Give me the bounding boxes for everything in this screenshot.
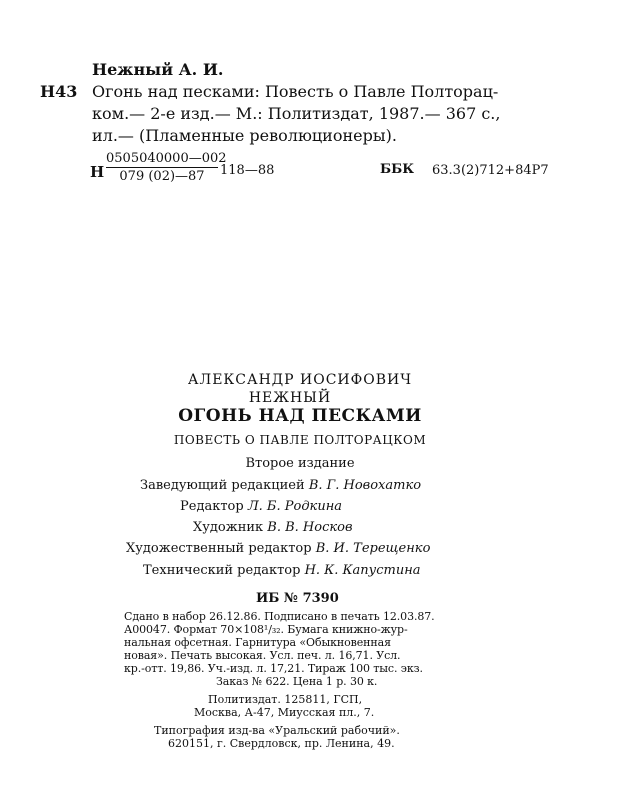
- imprint-edition: Второе издание: [245, 456, 355, 471]
- catalog-code: Н43: [40, 82, 78, 101]
- credit-role: Редактор: [180, 499, 244, 514]
- classification-fraction: [106, 151, 227, 184]
- fraction-bar: [106, 167, 218, 168]
- fraction-suffix: 118—88: [220, 163, 275, 178]
- bbk-label: ББК: [380, 162, 415, 177]
- fraction-denominator: 079 (02)—87: [119, 169, 205, 184]
- credit-line: [143, 563, 421, 578]
- credit-role: Художественный редактор: [126, 541, 312, 556]
- publisher-line: Политиздат. 125811, ГСП,: [208, 693, 363, 706]
- credit-name: В. Г. Новохатко: [308, 478, 422, 493]
- catalog-author: Нежный А. И.: [92, 60, 224, 79]
- credit-role: Художник: [193, 520, 264, 535]
- credit-role: Заведующий редакцией: [140, 478, 305, 493]
- credit-line: [140, 478, 421, 493]
- colophon-line: нальная офсетная. Гарнитура «Обыкновенная: [124, 636, 391, 649]
- credit-role: Технический редактор: [143, 563, 301, 578]
- catalog-line: ил.— (Пламенные революционеры).: [92, 126, 397, 145]
- colophon-line: Заказ № 622. Цена 1 р. 30 к.: [216, 675, 378, 688]
- colophon-line: Сдано в набор 26.12.86. Подписано в печать 12.03.87.: [124, 610, 435, 623]
- catalog-line: ком.— 2-е изд.— М.: Политиздат, 1987.— 367 с.,: [92, 104, 501, 123]
- publisher-address: Москва, А-47, Миусская пл., 7.: [194, 706, 375, 719]
- ib-number: ИБ № 7390: [256, 591, 339, 606]
- imprint-subtitle: ПОВЕСТЬ О ПАВЛЕ ПОЛТОРАЦКОМ: [173, 433, 427, 447]
- imprint-author-name: АЛЕКСАНДР ИОСИФОВИЧ: [187, 372, 413, 388]
- fraction-numerator: 0505040000—002: [106, 151, 227, 166]
- colophon-line: А00047. Формат 70×108¹/₃₂. Бумага книжно-жур-: [124, 623, 408, 636]
- colophon-line: новая». Печать высокая. Усл. печ. л. 16,71. Усл.: [124, 649, 401, 662]
- credit-line: [193, 520, 353, 535]
- colophon-line: кр.-отт. 19,86. Уч.-изд. л. 17,21. Тираж 100 тыс. экз.: [124, 662, 423, 675]
- printer-line: Типография изд-ва «Уральский рабочий».: [154, 724, 400, 737]
- credit-name: В. И. Терещенко: [315, 541, 431, 556]
- credit-name: Н. К. Капустина: [304, 563, 421, 578]
- credit-name: Л. Б. Родкина: [247, 499, 343, 514]
- imprint-author-surname: НЕЖНЫЙ: [248, 390, 332, 406]
- bbk-code: 63.3(2)712+84Р7: [432, 163, 549, 178]
- printer-address: 620151, г. Свердловск, пр. Ленина, 49.: [168, 737, 395, 750]
- imprint-title: ОГОНЬ НАД ПЕСКАМИ: [178, 406, 422, 426]
- credit-line: [180, 499, 342, 514]
- catalog-line: Огонь над песками: Повесть о Павле Полторац-: [92, 82, 499, 101]
- credit-name: В. В. Носков: [267, 520, 353, 535]
- credit-line: [126, 541, 430, 556]
- fraction-prefix: Н: [90, 163, 105, 181]
